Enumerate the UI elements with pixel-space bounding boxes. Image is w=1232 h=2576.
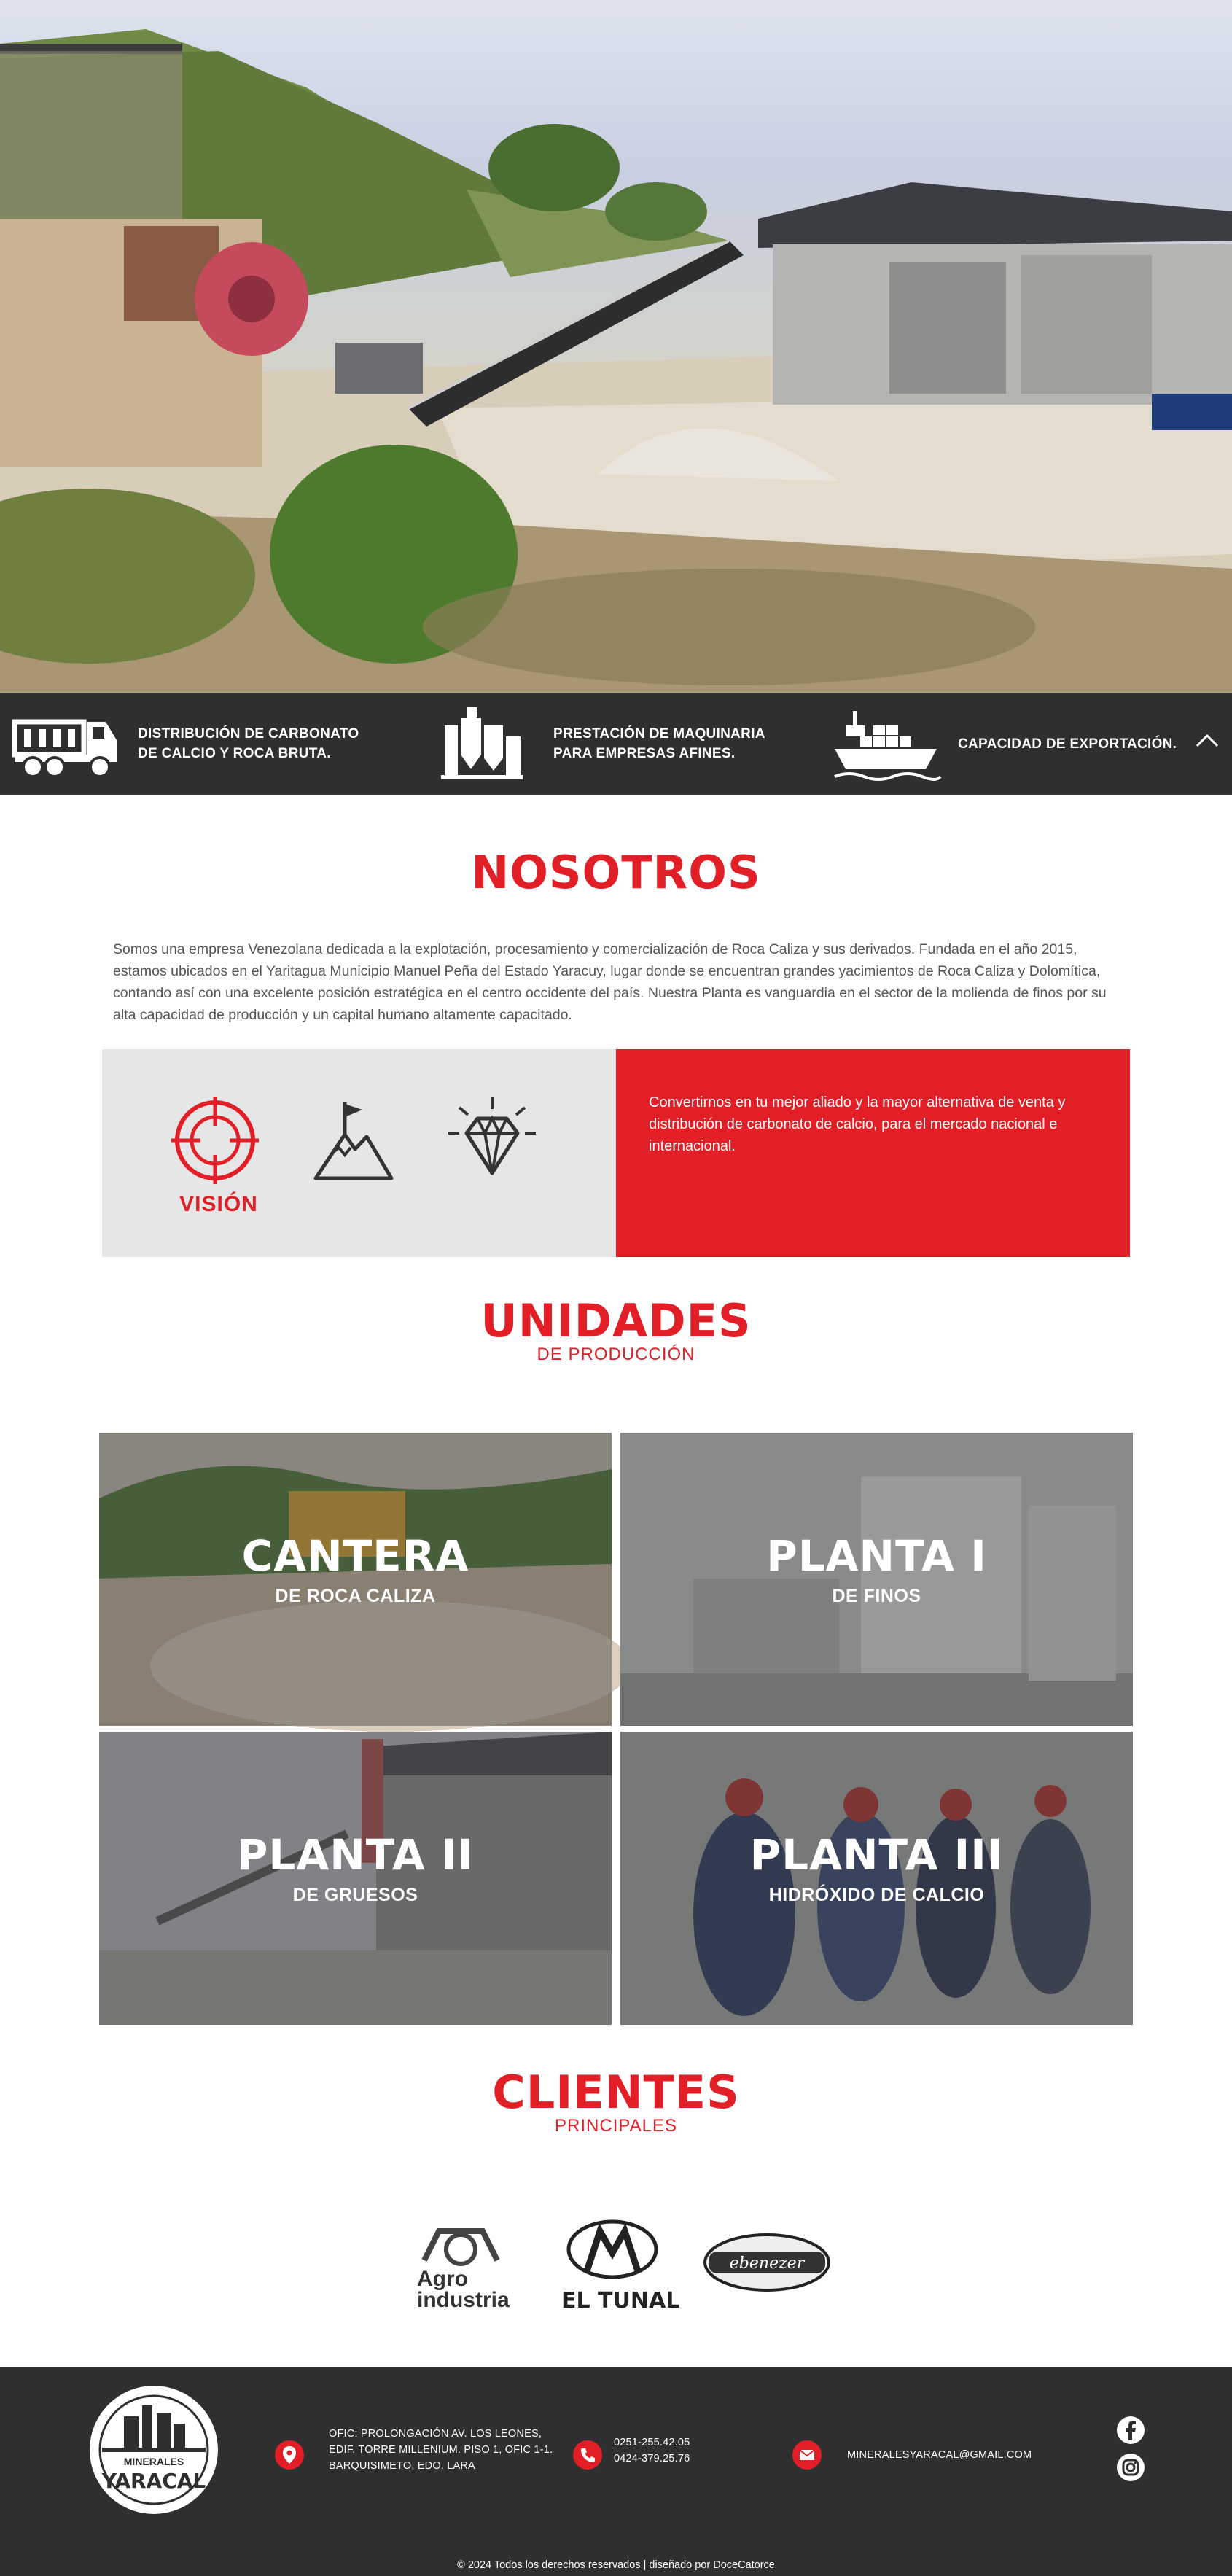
unit-title: PLANTA II <box>236 1830 475 1880</box>
email-icon <box>792 2440 822 2470</box>
svg-text:EL TUNAL: EL TUNAL <box>561 2288 680 2314</box>
footer-address: OFIC: PROLONGACIÓN AV. LOS LEONES, EDIF. TORRE MILLENIUM. PISO 1, OFIC 1-1. BARQUISIMETO, EDO. LARA <box>329 2428 553 2472</box>
client-logo-ebenezer <box>701 2230 833 2295</box>
unit-subtitle: DE FINOS <box>832 1586 921 1606</box>
clientes-subtitle: PRINCIPALES <box>555 2116 677 2136</box>
mountain-flag-icon[interactable] <box>310 1097 397 1188</box>
nosotros-title: NOSOTROS <box>471 846 761 899</box>
footer-phones[interactable]: 0251-255.42.05 0424-379.25.76 <box>614 2437 690 2464</box>
unidades-title: UNIDADES <box>480 1294 752 1347</box>
logo-top-text: MINERALES <box>123 2456 184 2467</box>
instagram-icon[interactable] <box>1116 2453 1145 2482</box>
nosotros-text: Somos una empresa Venezolana dedicada a la explotación, procesamiento y comercialización de Roca Caliza y sus derivados. Fundada en el año 2015, estamos ubicados en el Yaritagua Municipio Manuel Peña del Estado Yaracuy, lugar donde se encuentran grandes yacimientos de Roca Caliza y Dolomítica, contando así con una excelente posición estratégica en el centro occidente del país. Nuestra Planta es vanguardia en el sector de la molienda de finos por su alta capacidad de producción y un capital humano altamente capacitado. <box>113 941 1107 1023</box>
unit-card-planta-ii[interactable] <box>99 1732 612 2025</box>
copyright-text: © 2024 Todos los derechos reservados | diseñado por DoceCatorce <box>457 2559 775 2571</box>
cargo-ship-icon <box>831 704 940 784</box>
feature-export-text: CAPACIDAD DE EXPORTACIÓN. <box>958 736 1177 752</box>
unidades-subtitle: DE PRODUCCIÓN <box>537 1345 695 1364</box>
client-logo-el-tunal <box>558 2213 680 2315</box>
unit-title: PLANTA III <box>749 1830 1004 1880</box>
units-grid <box>99 1433 1133 2025</box>
feature-machinery <box>426 693 765 795</box>
unit-card-planta-iii[interactable] <box>620 1732 1133 2025</box>
chevron-up-icon <box>1193 725 1222 755</box>
mvv-tabs <box>102 1049 616 1257</box>
diamond-icon[interactable] <box>445 1093 539 1191</box>
client-logo-agroindustria <box>410 2217 512 2311</box>
footer-email[interactable]: MINERALESYARACAL@GMAIL.COM <box>847 2449 1032 2461</box>
svg-text:industria: industria <box>417 2288 510 2312</box>
svg-text:ebenezer: ebenezer <box>729 2254 805 2273</box>
unit-title: CANTERA <box>241 1531 469 1581</box>
company-logo <box>87 2384 220 2516</box>
scroll-top-button[interactable] <box>1193 725 1222 755</box>
clientes-title: CLIENTES <box>492 2066 740 2119</box>
mision-vision-valores <box>102 1049 1130 1257</box>
footer <box>0 2367 1232 2576</box>
unit-title: PLANTA I <box>766 1531 987 1581</box>
vision-tab-label[interactable]: VISIÓN <box>179 1192 258 1216</box>
feature-export <box>831 693 1177 795</box>
phone-icon <box>573 2440 602 2470</box>
unit-subtitle: DE ROCA CALIZA <box>275 1586 436 1606</box>
location-icon <box>275 2440 304 2470</box>
feature-distribution-text: DISTRIBUCIÓN DE CARBONATO DE CALCIO Y ROCA BRUTA. <box>138 726 359 761</box>
vision-text: Convertirnos en tu mejor aliado y la mayor alternativa de venta y distribución de carbonato de calcio, para el mercado nacional e internacional. <box>649 1094 1066 1154</box>
quarry-plant-photo <box>0 0 1232 693</box>
dump-truck-icon <box>11 704 120 784</box>
unit-subtitle: DE GRUESOS <box>292 1885 418 1905</box>
unit-subtitle: HIDRÓXIDO DE CALCIO <box>768 1885 985 1905</box>
factory-plant-icon <box>426 704 536 784</box>
unit-card-planta-i[interactable] <box>620 1433 1133 1726</box>
hero-image <box>0 0 1232 693</box>
feature-machinery-text: PRESTACIÓN DE MAQUINARIA PARA EMPRESAS AFINES. <box>553 726 765 761</box>
target-icon[interactable] <box>168 1093 262 1191</box>
unit-card-cantera[interactable] <box>99 1433 612 1726</box>
logo-bottom-text: YARACAL <box>101 2469 206 2493</box>
facebook-icon[interactable] <box>1116 2416 1145 2445</box>
svg-text:Agro: Agro <box>417 2267 468 2291</box>
feature-distribution <box>11 693 359 795</box>
features-bar <box>0 693 1232 795</box>
mvv-content <box>616 1049 1130 1257</box>
